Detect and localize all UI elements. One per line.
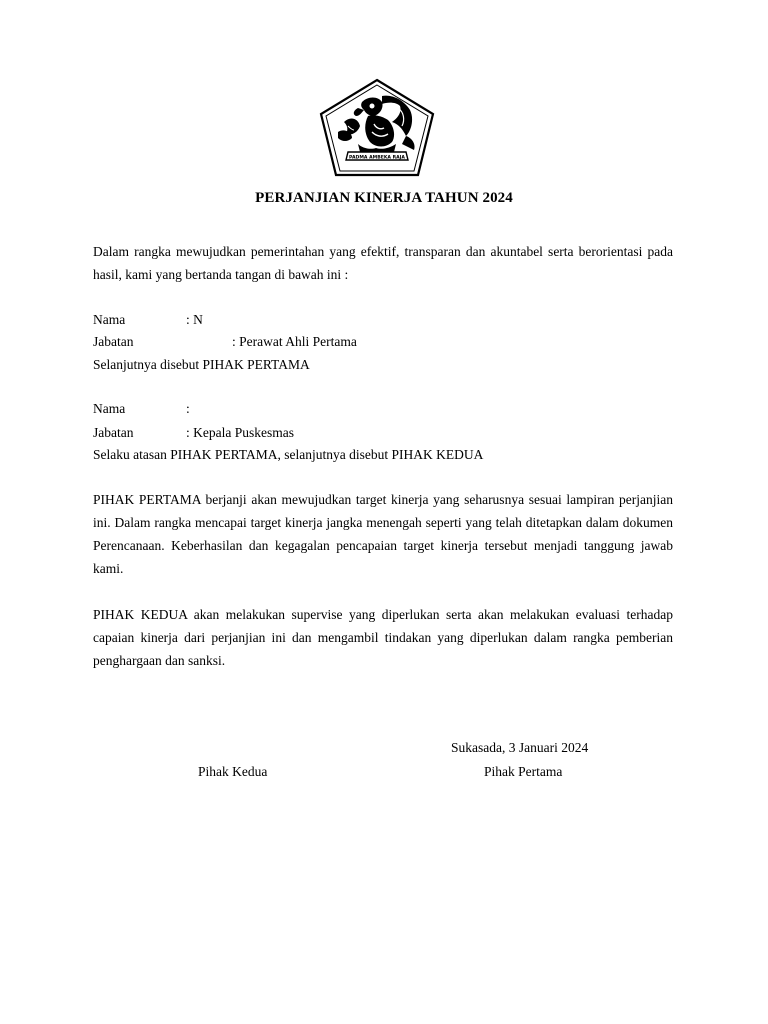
signature-pihak-pertama: Pihak Pertama (484, 764, 563, 779)
pihak-pertama-nama-value: : N (186, 312, 203, 327)
signature-pihak-kedua: Pihak Kedua (198, 764, 268, 779)
pihak-pertama-jabatan-value: : Perawat Ahli Pertama (232, 334, 357, 349)
pihak-kedua-jabatan-value: : Kepala Puskesmas (186, 425, 294, 440)
pihak-kedua-nama-label: Nama (93, 401, 126, 416)
document-title: PERJANJIAN KINERJA TAHUN 2024 (255, 190, 513, 206)
pihak-kedua-nama-value: : (186, 401, 190, 416)
pihak-pertama-jabatan-label: Jabatan (93, 334, 134, 349)
pihak-pertama-nama-label: Nama (93, 312, 126, 327)
intro-paragraph: Dalam rangka mewujudkan pemerintahan yang efektif, transparan dan akuntabel serta berorientasi pada hasil, kami yang bertanda tangan di bawah ini : (93, 244, 673, 282)
pihak-kedua-caption: Selaku atasan PIHAK PERTAMA, selanjutnya disebut PIHAK KEDUA (93, 447, 484, 462)
commitment-paragraph: PIHAK PERTAMA berjanji akan mewujudkan target kinerja yang seharusnya sesuai lampiran perjanjian ini. Dalam rangka mencapai target kinerja jangka menengah seperti yang telah ditetapkan dalam dokumen Perencanaan. Keberhasilan dan kegagalan pencapaian target kinerja tersebut menjadi tanggung jawab kami. (93, 492, 673, 576)
pihak-kedua-jabatan-label: Jabatan (93, 425, 134, 440)
svg-text:PADMA AMBEKA RAJA: PADMA AMBEKA RAJA (349, 155, 405, 161)
garuda-emblem-icon (318, 78, 436, 178)
pihak-pertama-caption: Selanjutnya disebut PIHAK PERTAMA (93, 357, 310, 372)
place-date: Sukasada, 3 Januari 2024 (451, 740, 589, 755)
supervision-paragraph: PIHAK KEDUA akan melakukan supervise yang diperlukan serta akan melakukan evaluasi terhadap capaian kinerja dari perjanjian ini dan mengambil tindakan yang diperlukan dalam rangka pemberian penghargaan dan sanksi. (93, 607, 673, 668)
